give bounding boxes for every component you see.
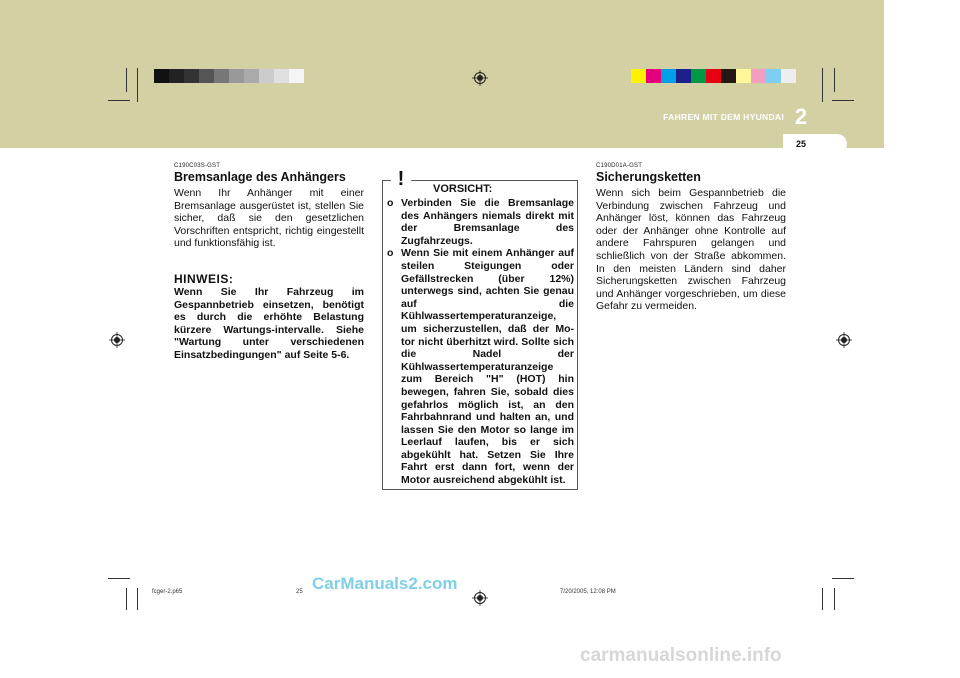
note-text: Wenn Sie Ihr Fahrzeug im Gespannbetrieb einsetzen, benötigt es durch die erhöhte Belastung kürzere Wartungs-intervalle. Siehe "Wartung unter verschiedenen Einsatzbedingungen" auf Seite 5-6. [174,285,364,361]
bullet: o [387,197,394,209]
crop-mark [834,588,835,610]
crop-mark [137,68,138,102]
color-swatch [646,69,661,83]
body-paragraph: Wenn sich beim Gespannbetrieb die Verbindung zwischen Fahrzeug und Anhänger löst, können das Fahrzeug oder der Anhänger ohne Kontrolle auf andere Fahrspuren gelangen und schließlich von der Straße abkommen. In den meisten Ländern sind daher Sicherungsketten zwischen Fahrzeug und Anhänger vorgeschrieben, um diese Gefahr zu vermeiden. [596,187,786,313]
svg-text:!: ! [397,168,405,189]
footer-page: 25 [296,589,303,595]
crop-mark [822,588,823,610]
note-title: HINWEIS: [174,271,234,286]
color-swatch [244,69,259,83]
crop-mark [126,68,127,92]
bullet: o [387,247,394,260]
warning-triangle-icon [386,163,416,189]
registration-mark-icon [472,70,488,86]
color-swatch [766,69,781,83]
section-heading: Bremsanlage des Anhängers [174,170,346,184]
crop-mark [832,100,854,101]
grayscale-swatches [154,69,304,83]
left-column [174,163,364,362]
color-swatch [736,69,751,83]
color-swatch [706,69,721,83]
color-swatch [289,69,304,83]
color-swatch [259,69,274,83]
color-swatch [661,69,676,83]
section-code: C190C03S-GST [174,163,221,169]
chapter-number: 2 [794,104,808,129]
warning-item-text: Wenn Sie mit einem Anhänger auf steilen Steigungen oder Gefällstrecken (über 12%) unterwegs sind, achten Sie genau auf die Kühlwassertemperaturanzeige, um sicherzustellen, daß der Mo-tor nicht überhitzt wird. Sollte sich die Nadel der Kühlwassertemperaturanzeige zum Bereich "H" (HOT) hin bewegen, fahren Sie, sobald dies gefahrlos möglich ist, an den Fahrbahnrand und halten an, und lassen Sie den Motor so lange im Leerlauf laufen, bis er sich abgekühlt hat. Setzen Sie Ihre Fahrt erst dann fort, wenn der Motor ausreichend abgekühlt ist. [401,247,574,487]
warning-item [387,247,574,486]
crop-mark [108,100,130,101]
bottom-watermark-link[interactable]: carmanualsonline.info [580,645,782,666]
crop-mark [822,68,823,102]
section-heading: Sicherungsketten [596,170,701,184]
color-swatch [274,69,289,83]
color-swatch [691,69,706,83]
color-swatch [631,69,646,83]
color-swatches [631,69,796,83]
section-code: C190D01A-GST [596,163,643,169]
side-margin [884,0,960,678]
color-swatch [184,69,199,83]
color-swatch [199,69,214,83]
color-swatch [751,69,766,83]
color-swatch [721,69,736,83]
color-swatch [229,69,244,83]
warning-item-text: Verbinden Sie die Bremsanlage des Anhängers niemals direkt mit der Bremsanlage des Zugfahrzeugs. [401,197,574,247]
footer-timestamp: 7/20/2005, 12:08 PM [560,589,616,595]
warning-item [387,197,574,247]
crop-mark [832,578,854,579]
warning-title: VORSICHT: [433,183,493,195]
registration-mark-icon [109,332,125,348]
page-number: 25 [795,139,806,149]
crop-mark [137,588,138,610]
color-swatch [676,69,691,83]
color-swatch [154,69,169,83]
color-swatch [214,69,229,83]
color-swatch [781,69,796,83]
body-paragraph: Wenn Ihr Anhänger mit einer Bremsanlage ausgerüstet ist, stellen Sie sicher, daß sie den gesetzlichen Vorschriften entspricht, richtig eingestellt und funktionsfähig ist. [174,187,364,250]
watermark-link[interactable]: CarManuals2.com [312,574,458,593]
warning-list [387,197,574,487]
footer-filename: fcger-2.p65 [152,589,183,595]
crop-mark [834,68,835,92]
right-column [596,163,786,313]
section-title: FAHREN MIT DEM HYUNDAI [663,112,784,122]
registration-mark-icon [836,332,852,348]
crop-mark [126,588,127,610]
color-swatch [169,69,184,83]
registration-mark-icon [472,590,488,606]
crop-mark [108,578,130,579]
